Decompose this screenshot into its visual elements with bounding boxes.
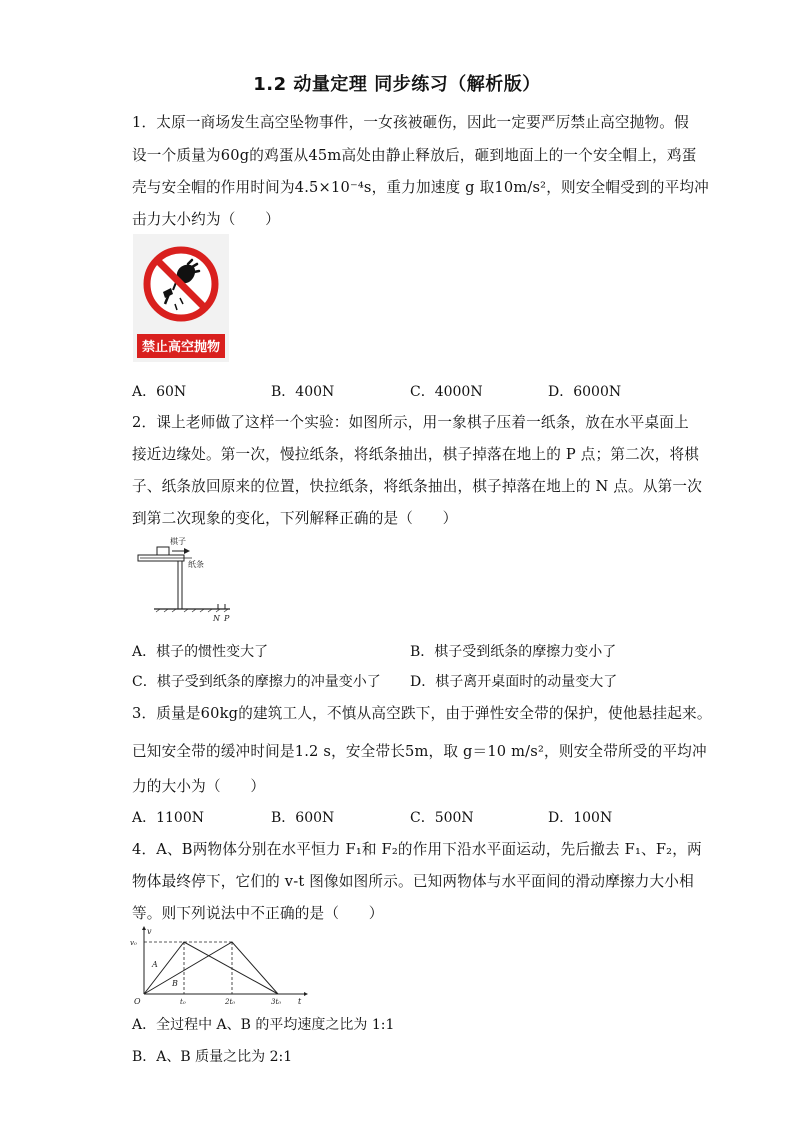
q1-line-3: 壳与安全帽的作用时间为4.5×10⁻⁴s，重力加速度 g 取10m/s²，则安全帽受到的平均冲 (132, 179, 709, 196)
no-throwing-sign (133, 234, 229, 362)
q2-line-4: 到第二次现象的变化，下列解释正确的是（ ） (132, 510, 458, 527)
q3-line-3: 力的大小为（ ） (132, 778, 266, 795)
q3-line-1: 3．质量是60kg的建筑工人，不慎从高空跌下，由于弹性安全带的保护，使他悬挂起来。 (132, 705, 712, 722)
q1-option-a: A．60N (132, 384, 187, 400)
q2-option-c: C．棋子受到纸条的摩擦力的冲量变小了 (132, 674, 381, 690)
q2-option-d: D．棋子离开桌面时的动量变大了 (410, 674, 618, 690)
q1-line-1: 1．太原一商场发生高空坠物事件，一女孩被砸伤，因此一定要严厉禁止高空抛物。假 (132, 114, 689, 131)
label-p-point: P (224, 614, 230, 623)
v0-label: v₀ (130, 939, 137, 947)
q2-line-2: 接近边缘处。第一次，慢拉纸条，将纸条抽出，棋子掉落在地上的 P 点；第二次，将棋 (132, 446, 700, 463)
page-title: 1.2 动量定理 同步练习（解析版） (253, 74, 541, 95)
3t0-tick-label: 3t₀ (271, 998, 282, 1006)
q4-line-1: 4．A、B两物体分别在水平恒力 F₁和 F₂的作用下沿水平面运动，先后撤去 F₁、F₂，两 (132, 841, 702, 858)
q2-option-a: A．棋子的惯性变大了 (132, 644, 269, 660)
q3-option-a: A．1100N (132, 810, 204, 826)
2t0-tick-label: 2t₀ (225, 998, 236, 1006)
q3-line-2: 已知安全带的缓冲时间是1.2 s，安全带长5m，取 g＝10 m/s²，则安全带所受的平均冲 (132, 743, 707, 760)
q4-line-2: 物体最终停下，它们的 v-t 图像如图所示。已知两物体与水平面间的滑动摩擦力大小相 (132, 873, 694, 890)
q1-option-b: B．400N (271, 384, 335, 400)
series-b-label: B (172, 979, 178, 988)
origin-label: O (134, 997, 141, 1006)
vt-graph-figure (128, 924, 308, 1006)
q2-option-b: B．棋子受到纸条的摩擦力变小了 (410, 644, 617, 660)
label-paper-strip: 纸条 (188, 560, 204, 569)
q2-line-3: 子、纸条放回原来的位置，快拉纸条，将纸条抽出，棋子掉落在地上的 N 点。从第一次 (132, 478, 703, 495)
sign-label: 禁止高空抛物 (141, 340, 221, 355)
table-experiment-figure (132, 533, 232, 623)
series-a-label: A (152, 960, 158, 969)
q1-option-d: D．6000N (548, 384, 622, 400)
q1-option-c: C．4000N (410, 384, 483, 400)
q2-line-1: 2．课上老师做了这样一个实验：如图所示，用一象棋子压着一纸条，放在水平桌面上 (132, 414, 689, 431)
q3-option-b: B．600N (271, 810, 335, 826)
q1-line-2: 设一个质量为60g的鸡蛋从45m高处由静止释放后，砸到地面上的一个安全帽上，鸡蛋 (132, 147, 697, 164)
label-n-point: N (213, 614, 220, 623)
q3-option-c: C．500N (410, 810, 474, 826)
t-axis-label: t (298, 997, 302, 1006)
v-axis-label: v (147, 927, 152, 936)
q4-option-a: A．全过程中 A、B 的平均速度之比为 1:1 (132, 1017, 395, 1033)
q1-line-4: 击力大小约为（ ） (132, 211, 280, 228)
t0-tick-label: t₀ (180, 998, 186, 1006)
label-chess-piece: 棋子 (170, 537, 186, 546)
q3-option-d: D．100N (548, 810, 613, 826)
q4-option-b: B．A、B 质量之比为 2:1 (132, 1049, 293, 1065)
q4-line-3: 等。则下列说法中不正确的是（ ） (132, 905, 384, 922)
